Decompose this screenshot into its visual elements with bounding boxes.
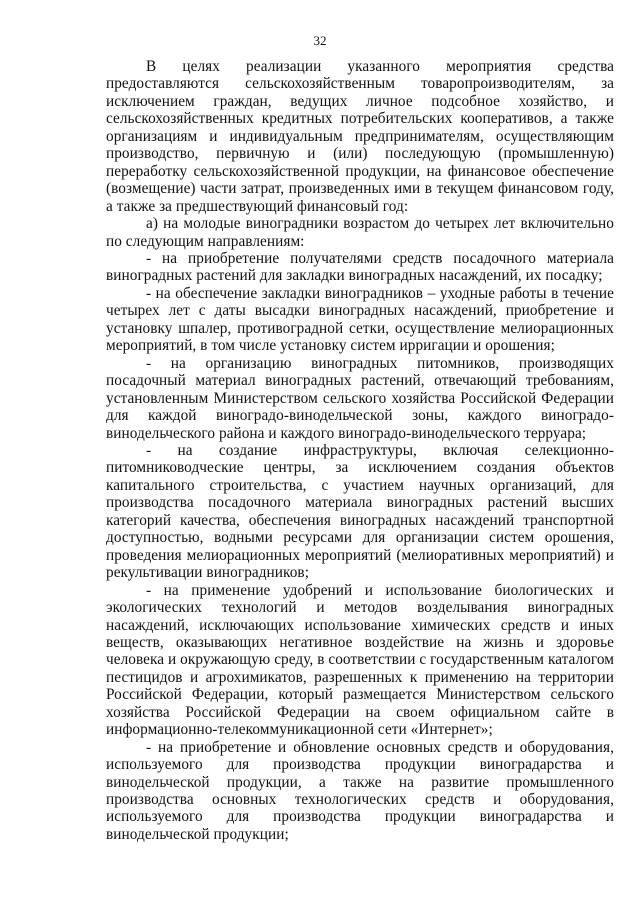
paragraph-bullet-vineyard-establishment: - на обеспечение закладки виноградников – уходные работы в течение четырех лет с даты высадки виноградных насаждений, приобретение и установку шпалер, противоградной сетки, осуществление мелиорационных мероприятий, в том числе установку систем ирригации и орошения; <box>106 284 614 355</box>
paragraph-bullet-nurseries: - на организацию виноградных питомников, производящих посадочный материал виноградных растений, отвечающий требованиям, установленным Министерством сельского хозяйства Российской Федерации для каждой виноградо-винодельческой зоны, каждого виноградо-винодельческого района и каждого виноградо-винодельческого терруара; <box>106 354 614 442</box>
document-body <box>106 58 614 843</box>
paragraph-bullet-fertilizers: - на применение удобрений и использование биологических и экологических технологий и методов возделывания виноградных насаждений, исключающих использование химических средств и иных веществ, оказывающих негативное воздействие на жизнь и здоровье человека и окружающую среду, в соответствии с государственным каталогом пестицидов и агрохимикатов, разрешенных к применению на территории Российской Федерации, который размещается Министерством сельского хозяйства Российской Федерации на своем официальном сайте в информационно-телекоммуникационной сети «Интернет»; <box>106 581 614 739</box>
paragraph-item-a: а) на молодые виноградники возрастом до четырех лет включительно по следующим направлениям: <box>106 215 614 250</box>
paragraph-bullet-infrastructure: - на создание инфраструктуры, включая селекционно-питомниководческие центры, за исключением создания объектов капитального строительства, с участием научных организаций, для производства посадочного материала виноградных растений высших категорий качества, обеспечения виноградных насаждений транспортной доступностью, водными ресурсами для организации систем орошения, проведения мелиорационных мероприятий (мелиоративных мероприятий) и рекультивации виноградников; <box>106 441 614 582</box>
page-number: 32 <box>313 33 327 48</box>
paragraph-intro: В целях реализации указанного мероприятия средства предоставляются сельскохозяйственным товаропроизводителям, за исключением граждан, ведущих личное подсобное хозяйство, и сельскохозяйственных кредитных потребительских кооперативов, а также организациям и индивидуальным предпринимателям, осуществляющим производство, первичную и (или) последующую (промышленную) переработку сельскохозяйственной продукции, на финансовое обеспечение (возмещение) части затрат, произведенных ими в текущем финансовом году, а также за предшествующий финансовый год: <box>106 58 614 215</box>
paragraph-bullet-planting-material: - на приобретение получателями средств посадочного материала виноградных растений для закладки виноградных насаждений, их посадку; <box>106 249 614 285</box>
paragraph-bullet-equipment: - на приобретение и обновление основных средств и оборудования, используемого для производства продукции виноградарства и винодельческой продукции, а также на развитие промышленного производства основных технологических средств и оборудования, используемого для производства продукции виноградарства и винодельческой продукции; <box>106 738 614 843</box>
